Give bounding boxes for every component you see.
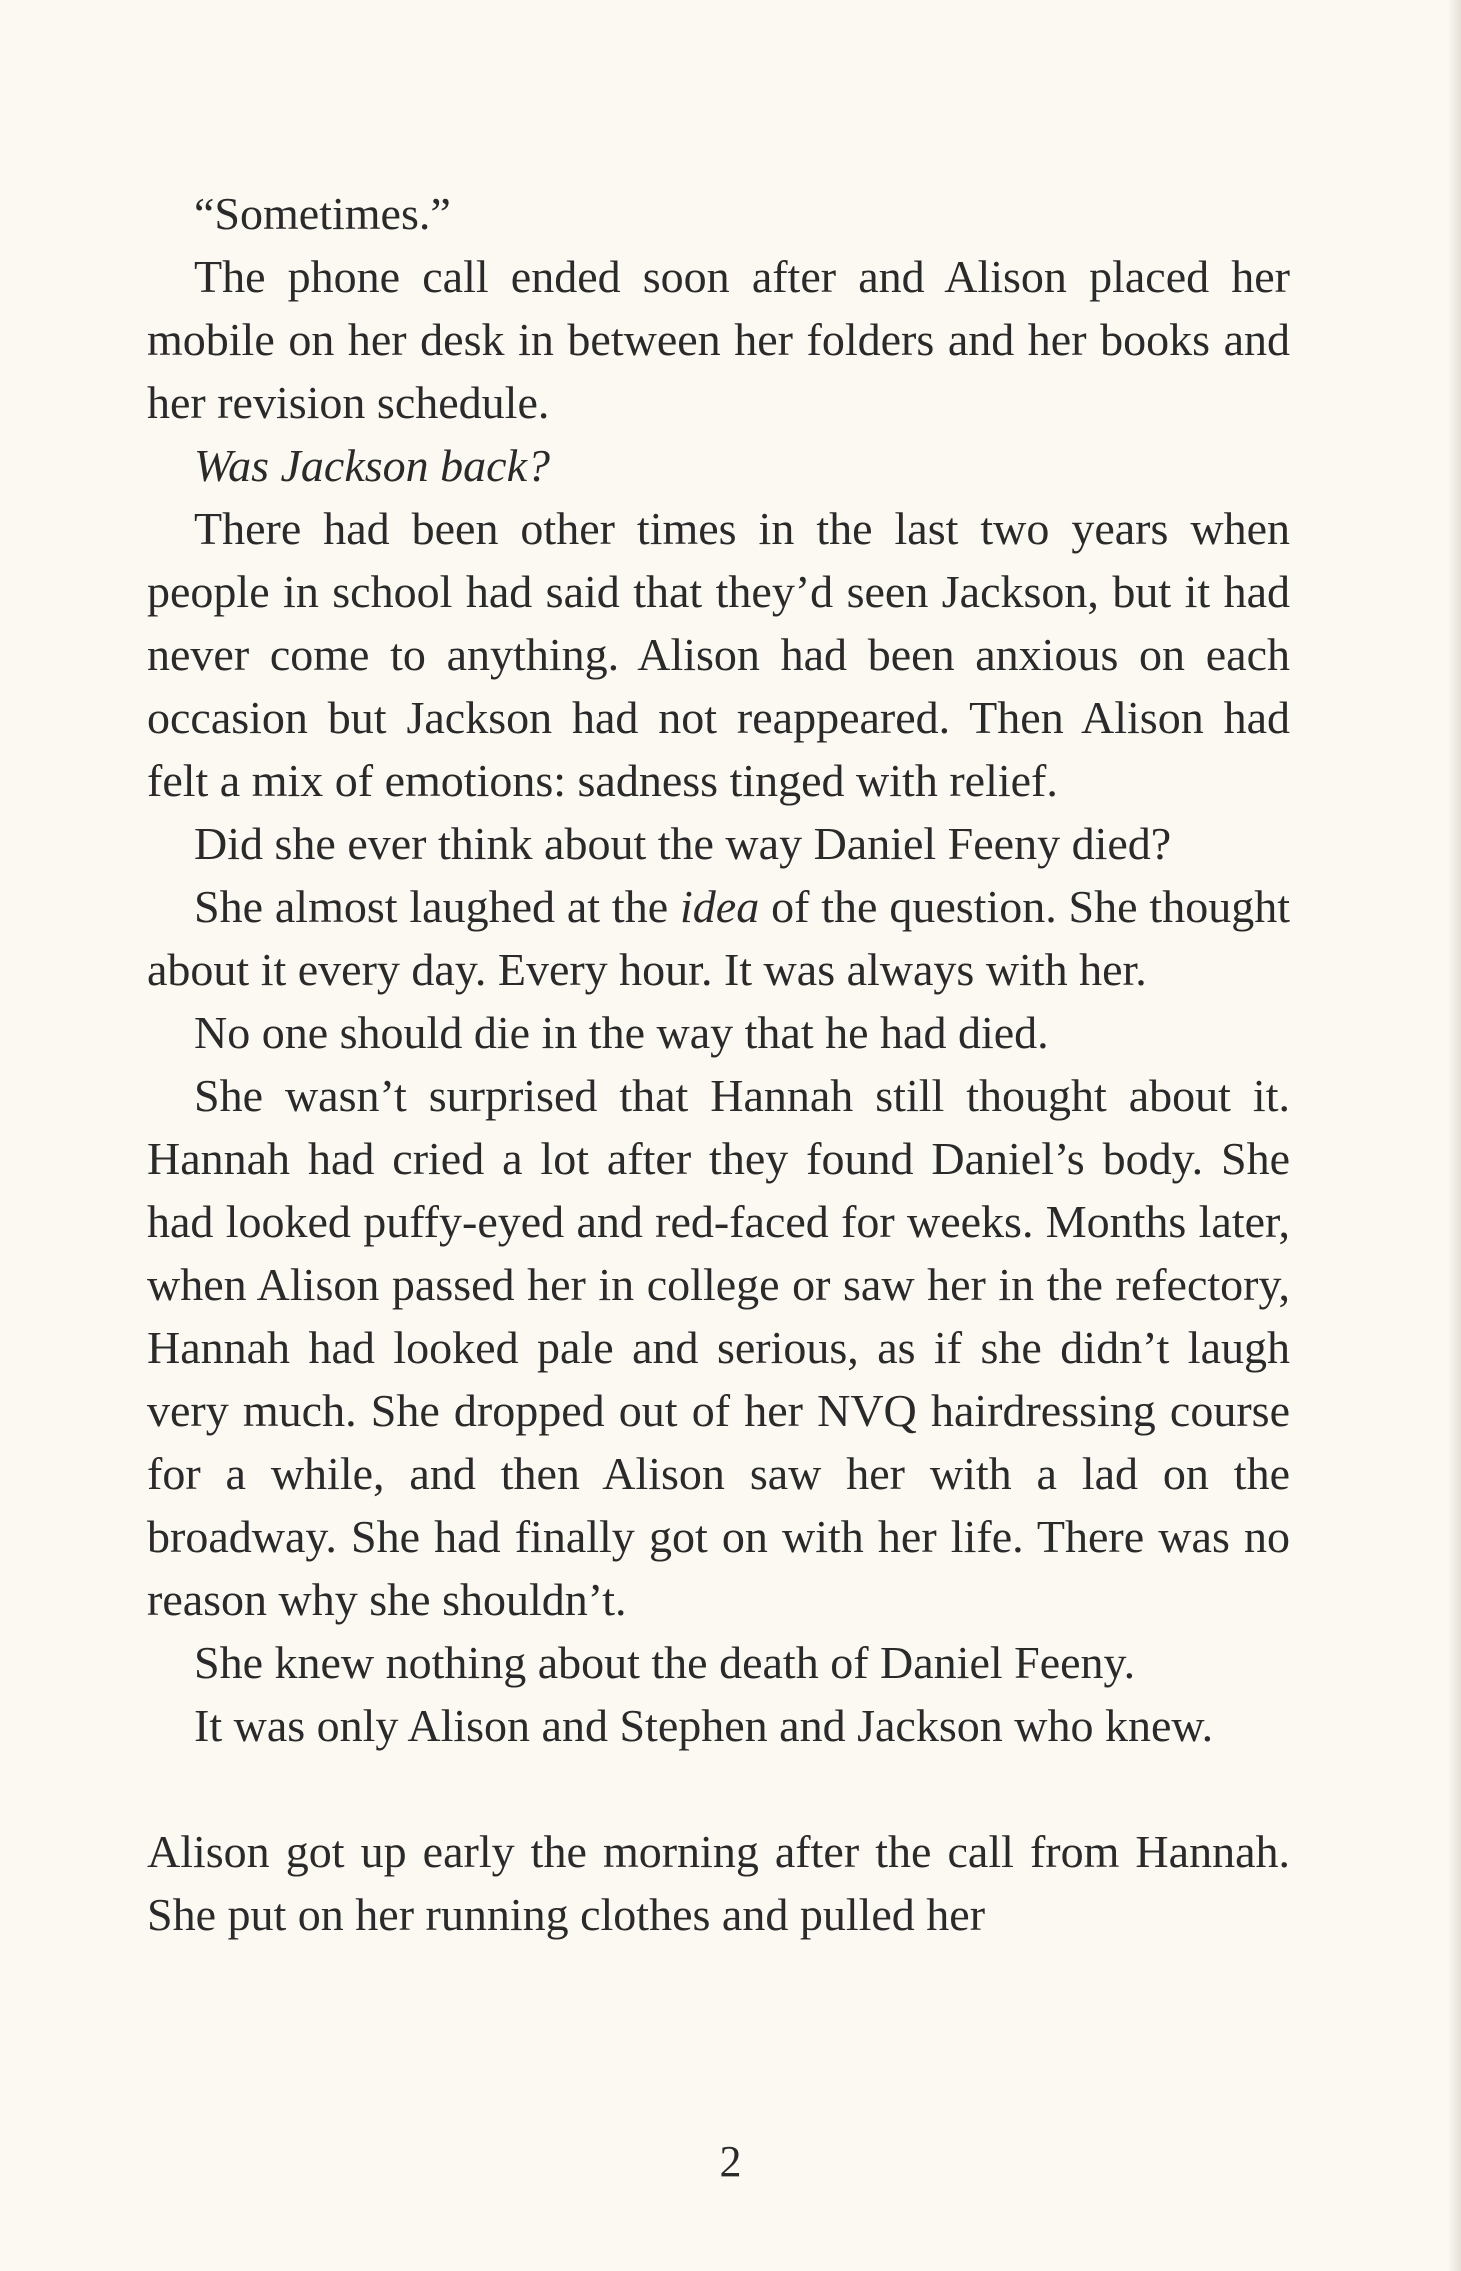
text-run: Did she ever think about the way Daniel Feeny died? — [194, 818, 1172, 869]
paragraph — [147, 1694, 1290, 1757]
italic-text: Was Jackson back? — [194, 440, 550, 491]
page-edge-shadow — [1447, 0, 1461, 2271]
text-run: It was only Alison and Stephen and Jackson who knew. — [194, 1700, 1214, 1751]
paragraph — [147, 875, 1290, 1001]
text-run: “Sometimes.” — [194, 188, 451, 239]
paragraph — [147, 1820, 1290, 1946]
italic-text: idea — [680, 881, 760, 932]
text-run: She knew nothing about the death of Daniel Feeny. — [194, 1637, 1136, 1688]
text-run: The phone call ended soon after and Alison placed her mobile on her desk in between her folders and her books and her revision schedule. — [147, 251, 1290, 428]
paragraph — [147, 434, 1290, 497]
section-break — [147, 1757, 1290, 1820]
text-run: There had been other times in the last two years when people in school had said that they’d seen Jackson, but it had never come to anything. Alison had been anxious on each occasion but Jackson had not reappeared. Then Alison had felt a mix of emotions: sadness tinged with relief. — [147, 503, 1290, 806]
text-run: No one should die in the way that he had died. — [194, 1007, 1049, 1058]
text-run: Alison got up early the morning after the call from Hannah. She put on her running clothes and pulled her — [147, 1826, 1290, 1940]
text-run: She wasn’t surprised that Hannah still thought about it. Hannah had cried a lot after they found Daniel’s body. She had looked puffy-eyed and red-faced for weeks. Months later, when Alison passed her in college or saw her in the refectory, Hannah had looked pale and serious, as if she didn’t laugh very much. She dropped out of her NVQ hairdressing course for a while, and then Alison saw her with a lad on the broadway. She had finally got on with her life. There was no reason why she shouldn’t. — [147, 1070, 1290, 1625]
paragraph — [147, 1001, 1290, 1064]
text-run: She almost laughed at the — [194, 881, 680, 932]
body-text — [147, 182, 1290, 1946]
paragraph — [147, 497, 1290, 812]
text-run: of the question. She thought about it every day. Every hour. It was always with her. — [147, 881, 1290, 995]
paragraph — [147, 182, 1290, 245]
paragraph — [147, 1631, 1290, 1694]
paragraph — [147, 245, 1290, 434]
paragraph — [147, 1064, 1290, 1631]
paragraph — [147, 812, 1290, 875]
page-number: 2 — [719, 2137, 742, 2186]
